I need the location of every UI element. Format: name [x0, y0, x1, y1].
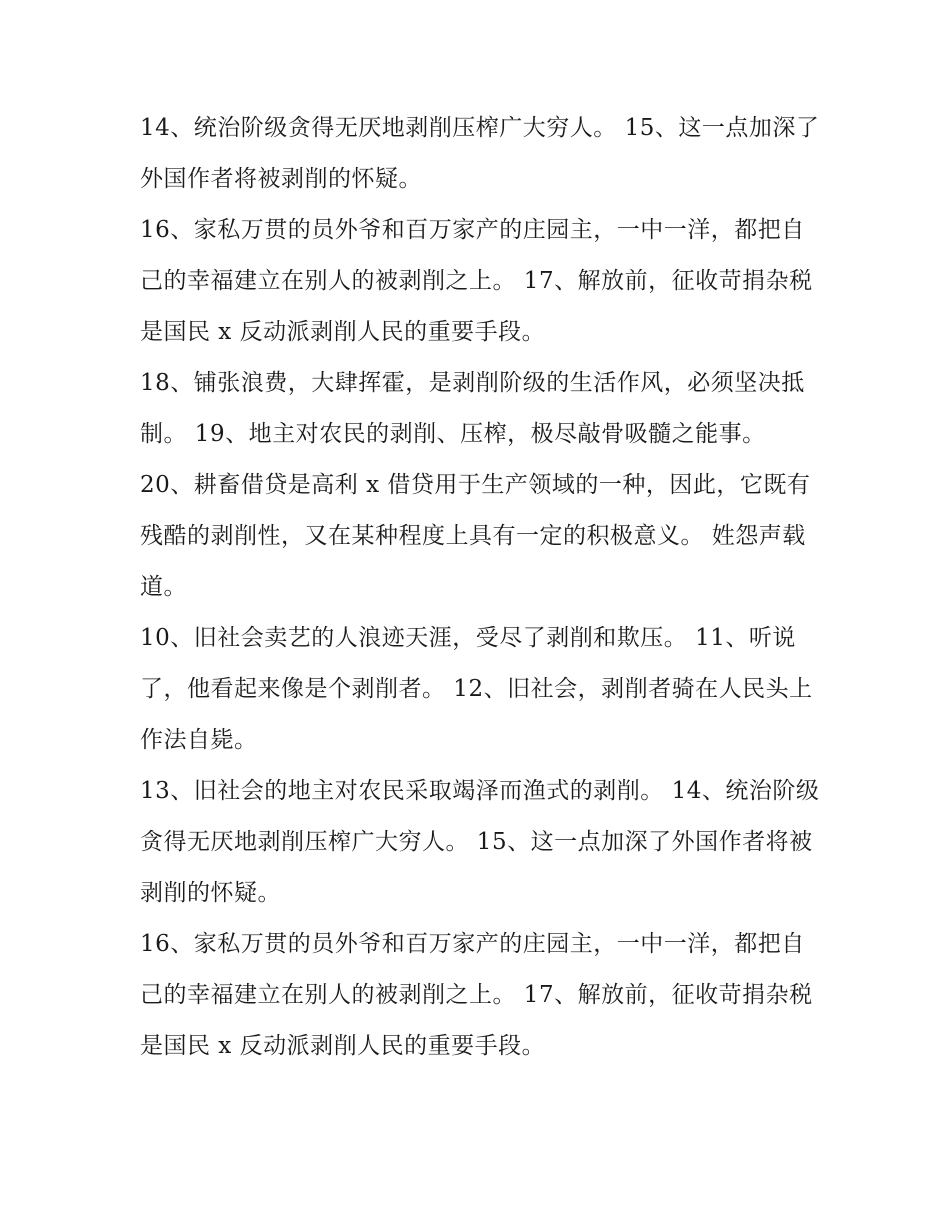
document-body	[140, 103, 820, 1072]
paragraph: 16、家私万贯的员外爷和百万家产的庄园主，一中一洋，都把自己的幸福建立在别人的被剥削之上。 17、解放前，征收苛捐杂税是国民 x 反动派剥削人民的重要手段。	[140, 931, 813, 1059]
paragraph: 18、铺张浪费，大肆挥霍，是剥削阶级的生活作风，必须坚决抵制。 19、地主对农民的剥削、压榨，极尽敲骨吸髓之能事。	[140, 370, 805, 447]
paragraph: 14、统治阶级贪得无厌地剥削压榨广大穷人。 15、这一点加深了外国作者将被剥削的怀疑。	[140, 115, 820, 192]
paragraph: 13、旧社会的地主对农民采取竭泽而渔式的剥削。 14、统治阶级贪得无厌地剥削压榨广大穷人。 15、这一点加深了外国作者将被剥削的怀疑。	[140, 778, 820, 906]
paragraph: 10、旧社会卖艺的人浪迹天涯，受尽了剥削和欺压。 11、听说了，他看起来像是个剥削者。 12、旧社会，剥削者骑在人民头上作法自毙。	[140, 625, 813, 753]
paragraph: 16、家私万贯的员外爷和百万家产的庄园主，一中一洋，都把自己的幸福建立在别人的被剥削之上。 17、解放前，征收苛捐杂税是国民 x 反动派剥削人民的重要手段。	[140, 217, 813, 345]
paragraph: 20、耕畜借贷是高利 x 借贷用于生产领域的一种，因此，它既有残酷的剥削性，又在某种程度上具有一定的积极意义。 姓怨声载道。	[140, 472, 811, 600]
